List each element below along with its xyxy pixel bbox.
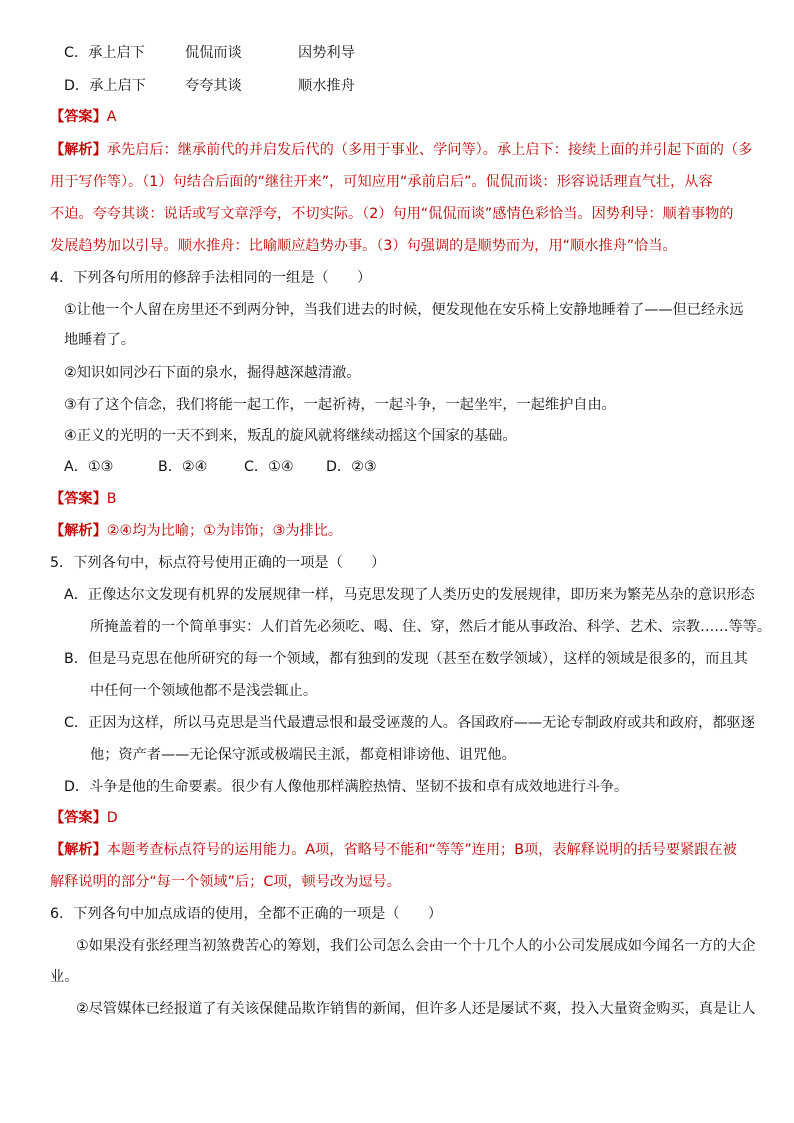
q5-stem: 5．下列各句中，标点符号使用正确的一项是（ ） [50,555,386,571]
q4-stem: 4．下列各句所用的修辞手法相同的一组是（ ） [50,270,372,286]
q4-sentence-4: ④正义的光明的一天不到来，叛乱的旋风就将继续动摇这个国家的基础。 [64,428,517,444]
q3-answer: 【答案】A [50,109,117,125]
q6-sentence-1-cont: 业。 [50,969,79,985]
q5-option-b-cont: 中任何一个领域他都不是浅尝辄止。 [90,683,318,699]
q5-option-a: A．正像达尔文发现有机界的发展规律一样，马克思发现了人类历史的发展规律，即历来为繁芜丛杂的意识形态 [64,587,755,603]
q4-sentence-2: ②知识如同沙石下面的泉水，掘得越深越清澈。 [64,365,361,381]
q5-analysis-line-2: 解释说明的部分“每一个领域”后；C项，顿号改为逗号。 [50,874,401,890]
q5-option-b: B．但是马克思在他所研究的每一个领域，都有独到的发现（甚至在数学领域），这样的领域是很多的，而且其 [64,651,748,667]
q4-sentence-1: ①让他一个人留在房里还不到两分钟，当我们进去的时候，便发现他在安乐椅上安静地睡着了——但已经永远 [64,302,744,318]
q4-sentence-3: ③有了这个信念，我们将能一起工作，一起祈祷，一起斗争，一起坐牢，一起维护自由。 [64,397,616,413]
q5-option-d: D．斗争是他的生命要素。很少有人像他那样满腔热情、坚韧不拔和卓有成效地进行斗争。 [64,779,629,795]
q3-analysis-line-4: 发展趋势加以引导。顺水推舟：比喻顺应趋势办事。（3）句强调的是顺势而为，用“顺水推舟”恰当。 [50,238,677,254]
q5-analysis-line-1: 【解析】本题考查标点符号的运用能力。A项，省略号不能和“等等”连用；B项，表解释说明的括号要紧跟在被 [50,842,737,858]
q6-sentence-2: ②尽管媒体已经报道了有关该保健品欺诈销售的新闻，但许多人还是屡试不爽，投入大量资金购买，真是让人 [76,1001,756,1017]
q3-analysis-line-1: 【解析】承先启后：继承前代的并启发后代的（多用于事业、学问等）。承上启下：接续上面的并引起下面的（多 [50,142,753,158]
q4-answer: 【答案】B [50,491,117,507]
q6-sentence-1: ①如果没有张经理当初煞费苦心的筹划，我们公司怎么会由一个十几个人的小公司发展成如今闻名一方的大企 [76,938,756,954]
q5-answer: 【答案】D [50,810,118,826]
q3-analysis-line-2: 用于写作等）。（1）句结合后面的“继往开来”，可知应用“承前启后”。侃侃而谈：形容说话理直气壮，从容 [50,174,713,190]
q6-stem: 6．下列各句中加点成语的使用，全都不正确的一项是（ ） [50,906,443,922]
q4-analysis: 【解析】②④均为比喻；①为讳饰；③为排比。 [50,523,343,539]
q3-option-c: C．承上启下 侃侃而谈 因势利导 [64,45,355,61]
q3-analysis-line-3: 不迫。夸夸其谈：说话或写文章浮夸，不切实际。（2）句用“侃侃而谈”感情色彩恰当。因势利导：顺着事物的 [50,206,734,222]
q5-option-c-cont: 他；资产者——无论保守派或极端民主派，都竟相诽谤他、诅咒他。 [90,747,516,763]
q5-option-c: C．正因为这样，所以马克思是当代最遭忌恨和最受诬蔑的人。各国政府——无论专制政府或共和政府，都驱逐 [64,715,755,731]
q4-options: A．①③ B．②④ C．①④ D．②③ [64,459,377,475]
q3-option-d: D．承上启下 夸夸其谈 顺水推舟 [64,78,355,94]
q5-option-a-cont: 所掩盖着的一个简单事实：人们首先必须吃、喝、住、穿，然后才能从事政治、科学、艺术、宗教……等等。 [90,619,772,635]
q4-sentence-1-cont: 地睡着了。 [64,332,135,348]
